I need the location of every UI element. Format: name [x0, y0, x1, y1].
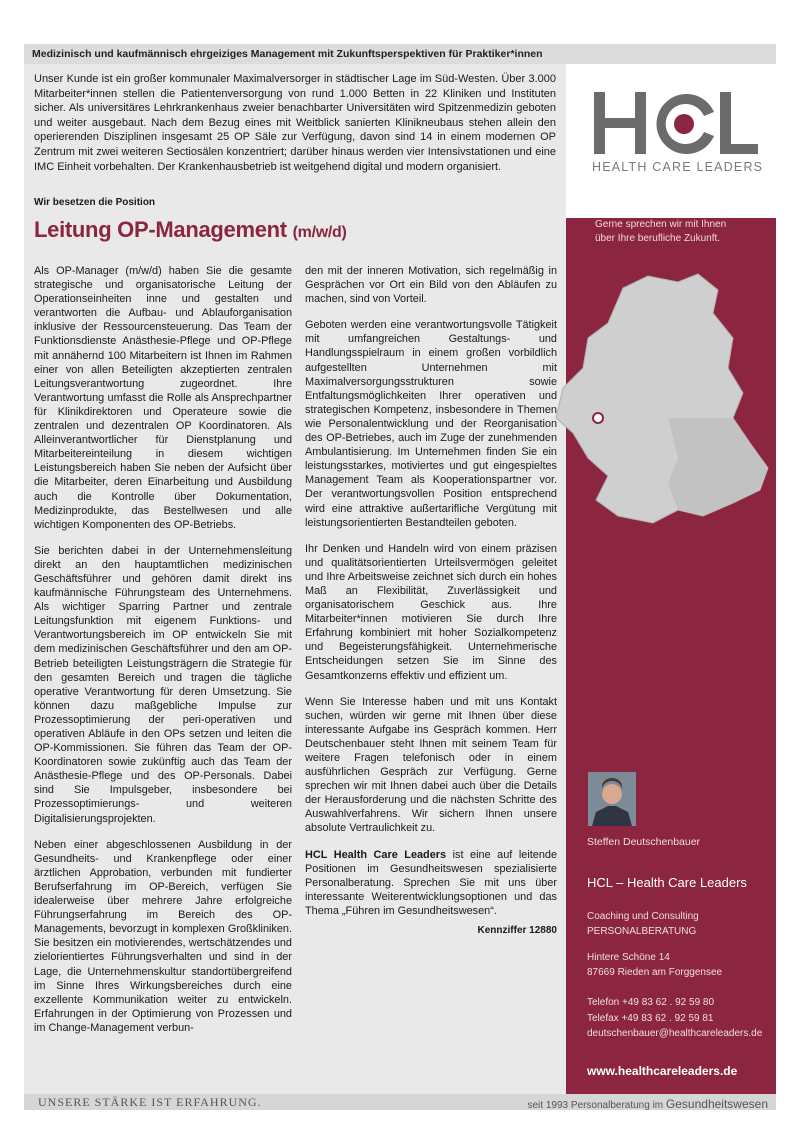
intro-text: Unser Kunde ist ein großer kommunaler Maximalversorger in städtischer Lage im Süd-Westen. Über 3.000 Mitarbeiter*innen stellen die Patientenversorgung von rund 1.000 Betten in 22 Kliniken und Instituten sicher. Als universitäres Lehrkrankenhaus zweier benachbarter Universitäten wird Spitzenmedizin geboten und weiter ausgebaut. Nach dem Bezug eines mit Weitblick sanierten Klinikneubaus stehen allein den operierenden Disziplinen insgesamt 25 OP Säle zur Verfügung, davon sind 14 in einem modernen OP Zentrum mit zwei weiteren Sectiosälen konzentriert; darüber hinaus werden vier Intensivstationen und eine IMC Einheit vorbehalten. Der Krankenhausbetrieb ist weitgehend digital und modern organisiert. [34, 73, 556, 173]
paragraph: Sie berichten dabei in der Unternehmensleitung direkt an den hauptamtlichen medizinischen Geschäftsführer und gehören damit direkt ins kaufmännische Führungsteam des Unternehmens. Als wichtiger Sparring Partner und zentrale Leitungsfunktion mit eigenem Funktions- und Verantwortungsbereich im OP entwickeln Sie mit dem medizinischen Geschäftsführer und den am OP-Betrieb beteiligten Leistungsträgern die Strategie für den gesamten Bereich und tragen die tägliche operative Verantwortung für deren Umsetzung. Sie können dazu maßgebliche Impulse zur Prozessoptimierung der peri-operativen und operativen Abläufe in den OPs setzen und leiten die OP-Kommissionen. Sie führen das Team der OP-Koordinatoren sowie zukünftig auch das Team der Anästhesie-Pflege und des OP-Personals. Dabei sind Sie Impulsgeber, insbesondere bei Prozessoptimierungs- und weiteren Digitalisierungsprojekten. [34, 544, 292, 825]
hcl-description: ist eine auf leitende Positionen im Gesundheitswesen spezialisierte Personalberatung. Sprechen Sie mit uns über interessante Weiterentwicklungsoptionen und das Thema „Führen im Gesundheitswesen“. [305, 848, 557, 917]
paragraph: den mit der inneren Motivation, sich regelmäßig in Gesprächen vor Ort ein Bild von den Abläufen zu machen, sind von Vorteil. [305, 265, 557, 306]
service-coaching: Coaching und Consulting [587, 911, 699, 922]
footer-slogan: UNSERE STÄRKE IST ERFAHRUNG. [38, 1095, 262, 1109]
hcl-paragraph [305, 848, 557, 918]
footer-since-suffix: Gesundheitswesen [665, 1097, 768, 1111]
company-name: HCL – Health Care Leaders [587, 875, 747, 890]
paragraph: Wenn Sie Interesse haben und mit uns Kontakt suchen, würden wir gerne mit Ihnen über diese interessante Aufgabe ins Gespräch kommen. Herr Deutschenbauer steht Ihnen mit seinem Team für weitere Fragen telefonisch oder in einem ausführlichen Gespräch zur Verfügung. Gerne sprechen wir mit Ihnen dabei auch über die Details der Herausforderung und die nächsten Schritte des Auswahlverfahrens. Wir sichern Ihnen unsere absolute Vertraulichkeit zu. [305, 695, 557, 835]
sidebar-intro [595, 218, 765, 246]
job-title-suffix: (m/w/d) [292, 224, 347, 241]
email-link[interactable]: deutschenbauer@healthcareleaders.de [587, 1028, 763, 1039]
kennziffer: Kennziffer 12880 [477, 925, 557, 937]
job-title-text: Leitung OP-Management [34, 217, 287, 242]
address [587, 950, 722, 980]
contact-name: Steffen Deutschenbauer [587, 836, 701, 848]
paragraph: Geboten werden eine verantwortungsvolle Tätigkeit mit umfangreichen Gestaltungs- und Handlungsspielraum in einem großen vorbildlich aufgestellten Unternehmen mit Maximalversorgungsstrukturen sowie Entfaltungsmöglichkeiten Ihrer operativen und strategischen Kompetenz, insbesondere in Themen wie Personalentwicklung und der Reorganisation des OP-Betriebes, auch im Zuge der zunehmenden Ambulantisierung. Im Unternehmen finden Sie ein leistungsstarkes, motiviertes und gut eingespieltes Management Team als Kooperationspartner vor. Der verantwortungsvollen Position entsprechend wird eine attraktive außertarifliche Vergütung mit leistungsorientierten Bestandteilen geboten. [305, 319, 557, 529]
location-marker-icon [593, 413, 603, 423]
logo-dot [674, 114, 694, 134]
sidebar-intro-line: Gerne sprechen wir mit Ihnen [595, 219, 727, 230]
website-link[interactable]: www.healthcareleaders.de [587, 1064, 738, 1078]
contact-details [587, 995, 762, 1042]
text-column-left [34, 264, 292, 1047]
sidebar-intro-line: über Ihre berufliche Zukunft. [595, 233, 721, 244]
service-lines [587, 909, 699, 939]
position-label: Wir besetzen die Position [34, 197, 156, 208]
logo-tagline: HEALTH CARE LEADERS [592, 160, 764, 174]
hcl-name: HCL Health Care Leaders [305, 848, 447, 861]
fax: Telefax +49 83 62 . 92 59 81 [587, 1012, 714, 1024]
contact-photo [588, 772, 636, 826]
top-banner: Medizinisch und kaufmännisch ehrgeiziges Management mit Zukunftsperspektiven für Praktiker*innen [24, 44, 776, 64]
paragraph: Als OP-Manager (m/w/d) haben Sie die gesamte strategische und organisatorische Leitung der Operationseinheiten inne und gestalten und verantworten die Aufbau- und Ablauforganisation inklusive der Ressourcensteuerung. Das Team der Funktionsdienste Anästhesie-Pflege und OP-Pflege mit annähernd 100 Mitarbeitern ist Ihnen im Rahmen einer von allen Beteiligten akzeptierten zentralen Leitungsverantwortung zugeordnet. Ihre Verantwortung umfasst die Rolle als Ansprechpartner für Klinikdirektoren und Operateure sowie die zentralen und dezentralen OP Koordinatoren. Als Alleinverantwortlicher für Dienstplanung und Mitarbeitereinteilung in diesem wichtigen Leistungsbereich haben Sie neben der Aufsicht über die Mitarbeiter, deren Einarbeitung und Ausbildung auch die Kontrolle über Dokumentation, Medizinprodukte, das Bestellwesen und alle wichtigen Komponenten des OP-Betriebs. [34, 265, 292, 531]
paragraph: Neben einer abgeschlossenen Ausbildung in der Gesundheits- und Krankenpflege oder einer ärztlichen Approbation, verbunden mit fundierter Berufserfahrung im OP-Bereich, verfügen Sie idealerweise über mehrere Jahre erfolgreiche Führungserfahrung im Bereich des OP-Managements, bevorzugt in komplexen Großkliniken. Sie besitzen ein motivierendes, wertschätzendes und zielorientiertes Führungsverhalten und sind in der Lage, die Unternehmenskultur standortübergreifend im Sinne Ihres Wirkungsbereiches durch eine exzellente Kommunikation weiter zu entwickeln. Erfahrungen in der Optimierung von Prozessen und im Change-Management verbun- [34, 838, 292, 1034]
text-column-right [305, 264, 557, 938]
service-personal: PERSONALBERATUNG [587, 926, 697, 937]
job-title [34, 217, 347, 243]
address-city: 87669 Rieden am Forggensee [587, 967, 723, 978]
paragraph: Ihr Denken und Handeln wird von einem präzisen und qualitätsorientierten Urteilsvermögen geleitet und Ihre Arbeitsweise zeichnet sich durch ein hohes Maß an Flexibilität, Zuverlässigkeit und organisatorischem Geschick aus. Ihre Mitarbeiter*innen motivieren Sie durch Ihre Erfahrung kombiniert mit hoher Sozialkompetenz und Begeisterungsfähigkeit. Unternehmerische Entscheidungen setzen Sie im Sinne des Gesamtkonzerns effektiv und effizient um. [305, 542, 557, 682]
germany-map-icon [528, 268, 776, 538]
address-street: Hintere Schöne 14 [587, 952, 670, 963]
footer-since [528, 1097, 769, 1111]
footer-since-prefix: seit 1993 Personalberatung im [527, 1100, 666, 1111]
phone: Telefon +49 83 62 . 92 59 80 [587, 997, 715, 1008]
